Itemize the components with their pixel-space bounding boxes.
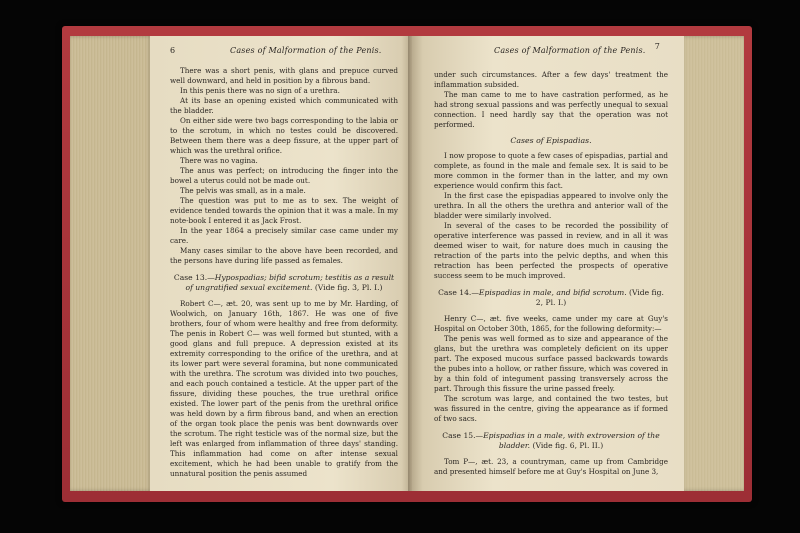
- left-page: [150, 36, 412, 491]
- paragraph: The anus was perfect; on introducing the finger into the bowel a uterus could not be made out.: [170, 166, 398, 185]
- case-title: Epispadias in a male, with extroversion of the bladder.: [483, 431, 660, 450]
- paragraph: Many cases similar to the above have been recorded, and the persons have during life passed as females.: [170, 246, 398, 265]
- paragraph: The question was put to me as to sex. The weight of evidence tended towards the opinion that it was a male. In my note-book I entered it as Jack Frost.: [170, 196, 398, 225]
- case-figure-ref: (Vide fig. 2, Pl. I.): [535, 288, 664, 307]
- paragraph: The man came to me to have castration performed, as he had strong sexual passions and was perfectly unequal to sexual connection. I need hardly say that the operation was not performed.: [434, 90, 668, 129]
- page-edges-left: [70, 36, 152, 491]
- paragraph: In the first case the epispadias appeared to involve only the urethra. In all the others the urethra and anterior wall of the bladder were similarly involved.: [434, 191, 668, 220]
- right-page-body: [434, 70, 668, 477]
- case-label: Case 13.—: [173, 273, 215, 282]
- right-page-number: 7: [654, 42, 660, 51]
- section-title: Cases of Epispadias.: [510, 136, 592, 145]
- paragraph: Henry C—, æt. five weeks, came under my care at Guy's Hospital on October 30th, 1865, for the following deformity:—: [434, 314, 668, 333]
- paragraph: In this penis there was no sign of a urethra.: [180, 86, 340, 95]
- case-figure-ref: (Vide fig. 3, Pl. I.): [314, 283, 383, 292]
- case-13-heading: [170, 273, 398, 293]
- paragraph: I now propose to quote a few cases of epispadias, partial and complete, as found in the male and female sex. It is said to be more common in the former than in the latter, and my own experience would confirm this fact.: [434, 151, 668, 190]
- left-page-body: [170, 66, 398, 479]
- right-running-title: Cases of Malformation of the Penis.: [494, 46, 646, 55]
- paragraph: under such circumstances. After a few days' treatment the inflammation subsided.: [434, 70, 668, 89]
- case-label: Case 15.—: [442, 431, 484, 440]
- page-edges-right: [680, 36, 744, 491]
- paragraph: The pelvis was small, as in a male.: [180, 186, 306, 195]
- left-page-header: [170, 46, 398, 60]
- case-title: Hypospadias; bifid scrotum; testitis as a result of ungratified sexual excitement.: [185, 273, 395, 292]
- case-figure-ref: (Vide fig. 6, Pl. II.): [532, 441, 604, 450]
- left-running-title: Cases of Malformation of the Penis.: [230, 46, 382, 55]
- case-title: Epispadias in male, and bifid scrotum.: [478, 288, 627, 297]
- case-14-heading: [434, 288, 668, 308]
- right-page-header: [432, 42, 670, 60]
- case-13-paragraph: Robert C—, æt. 20, was sent up to me by Mr. Harding, of Woolwich, on January 16th, 1867. He was one of five brothers, four of whom were healthy and free from deformity. The penis in Robert C— was well formed but stunted, with a good glans and full prepuce. A depression existed at its extremity corresponding to the orifice of the urethra, and at its lower part were several foramina, but none communicated with the urethra. The scrotum was divided into two pouches, and each pouch contained a testicle. At the upper part of the fissure, dividing these pouches, the true urethral orifice existed. The lower part of the penis from the urethral orifice was held down by a firm fibrous band, and when an erection of the organ took place the penis was bent downwards over the scrotum. The right testicle was of the normal size, but the left was enlarged from inflammation of three days' standing. This inflammation had come on after intense sexual excitement, which he had been unable to gratify from the unnatural position the penis assumed: [170, 299, 398, 478]
- paragraph: The penis was well formed as to size and appearance of the glans, but the urethra was completely deficient on its upper part. The exposed mucous surface passed backwards towards the pubes into a hollow, or rather fissure, which was covered in by a thin fold of integument passing transversely across the part. Through this fissure the urine passed freely.: [434, 334, 668, 393]
- paragraph: On either side were two bags corresponding to the labia or to the scrotum, in which no testes could be discovered. Between them there was a deep fissure, at the upper part of which was the urethral orifice.: [170, 116, 398, 155]
- paragraph: At its base an opening existed which communicated with the bladder.: [170, 96, 398, 115]
- paragraph: The scrotum was large, and contained the two testes, but was fissured in the centre, giving the appearance as if formed of two sacs.: [434, 394, 668, 423]
- right-page: [412, 36, 684, 491]
- paragraph: In the year 1864 a precisely similar case came under my care.: [170, 226, 398, 245]
- case-15-paragraph: Tom P—, æt. 23, a countryman, came up from Cambridge and presented himself before me at Guy's Hospital on June 3,: [434, 457, 668, 476]
- paragraph: There was no vagina.: [180, 156, 258, 165]
- case-15-heading: [434, 431, 668, 451]
- case-label: Case 14.—: [438, 288, 479, 297]
- paragraph: In several of the cases to be recorded the possibility of operative interference was passed in review, and in all it was deemed wiser to wait, for nature does much in causing the retraction of the parts into the pelvic depths, and when this retraction has been perfected the prospects of operative success seem to be much improved.: [434, 221, 668, 280]
- left-page-number: 6: [170, 46, 176, 55]
- paragraph: There was a short penis, with glans and prepuce curved well downward, and held in position by a fibrous band.: [170, 66, 398, 85]
